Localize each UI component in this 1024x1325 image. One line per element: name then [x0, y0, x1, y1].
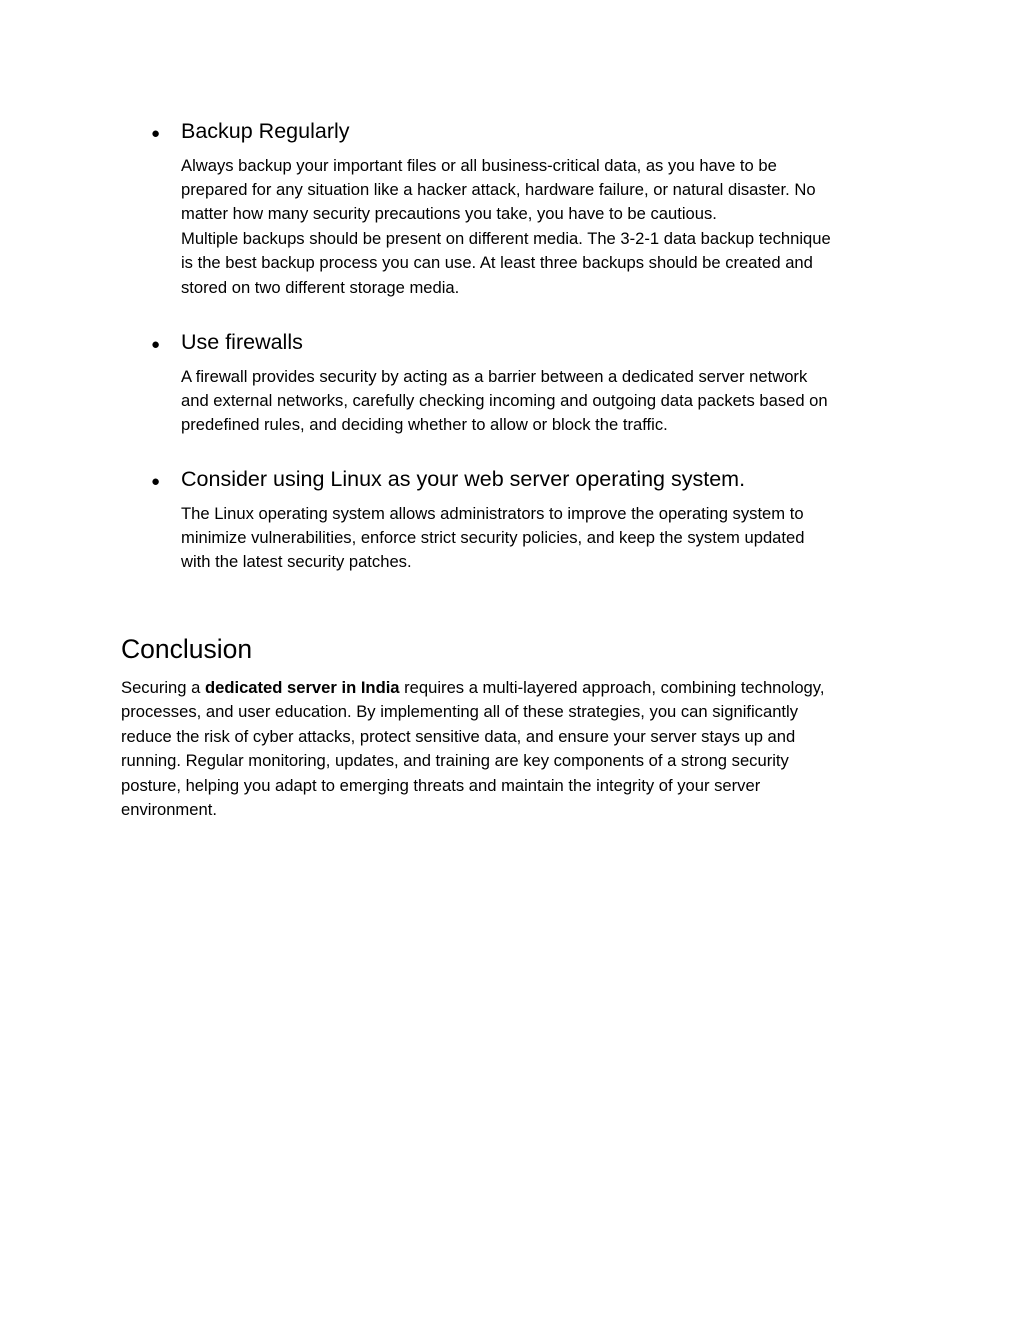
conclusion-paragraph — [121, 676, 921, 822]
section-heading: Backup Regularly — [181, 119, 350, 143]
bullet-icon: ● — [151, 473, 161, 490]
section-use-firewalls — [151, 332, 911, 438]
paragraph-line: minimize vulnerabilities, enforce strict security policies, and keep the system updated — [181, 527, 805, 547]
paragraph-line: A firewall provides security by acting as a barrier between a dedicated server network — [181, 366, 808, 386]
section-consider-linux — [151, 469, 911, 575]
paragraph-line: matter how many security precautions you take, you have to be cautious. — [181, 204, 717, 224]
paragraph-line: with the latest security patches. — [181, 552, 412, 572]
paragraph-line: and external networks, carefully checking incoming and outgoing data packets based on — [181, 390, 828, 410]
paragraph-line: prepared for any situation like a hacker attack, hardware failure, or natural disaster. No — [181, 179, 816, 199]
paragraph-line: stored on two different storage media. — [181, 277, 460, 297]
paragraph-line — [121, 676, 921, 700]
paragraph-line: posture, helping you adapt to emerging threats and maintain the integrity of your server — [121, 775, 761, 795]
paragraph-line: is the best backup process you can use. At least three backups should be created and — [181, 253, 813, 273]
bullet-icon: ● — [151, 336, 161, 353]
paragraph-line: environment. — [121, 800, 217, 820]
paragraph-line: processes, and user education. By implementing all of these strategies, you can significantly — [121, 702, 799, 722]
paragraph-line: running. Regular monitoring, updates, and training are key components of a strong security — [121, 751, 789, 771]
paragraph-text: Securing a — [121, 678, 205, 697]
bullet-heading-row — [151, 469, 911, 491]
section-backup-regularly — [151, 121, 911, 300]
section-paragraph — [151, 154, 911, 300]
section-heading: Consider using Linux as your web server operating system. — [181, 467, 746, 491]
paragraph-line: Always backup your important files or all business-critical data, as you have to be — [181, 155, 777, 175]
section-heading: Use firewalls — [181, 330, 303, 354]
bold-keyword: dedicated server in India — [204, 678, 400, 697]
paragraph-line: Multiple backups should be present on different media. The 3-2-1 data backup technique — [181, 228, 831, 248]
paragraph-line: reduce the risk of cyber attacks, protect sensitive data, and ensure your server stays up and — [121, 726, 796, 746]
conclusion-heading: Conclusion — [121, 634, 253, 664]
paragraph-text: requires a multi-layered approach, combining technology, — [399, 678, 825, 697]
section-paragraph — [151, 502, 911, 575]
section-paragraph — [151, 365, 911, 438]
bullet-heading-row — [151, 332, 911, 354]
bullet-icon: ● — [151, 125, 161, 142]
paragraph-line: predefined rules, and deciding whether to allow or block the traffic. — [181, 415, 668, 435]
conclusion-section — [121, 634, 921, 822]
bullet-heading-row — [151, 121, 911, 143]
paragraph-line: The Linux operating system allows administrators to improve the operating system to — [181, 503, 804, 523]
